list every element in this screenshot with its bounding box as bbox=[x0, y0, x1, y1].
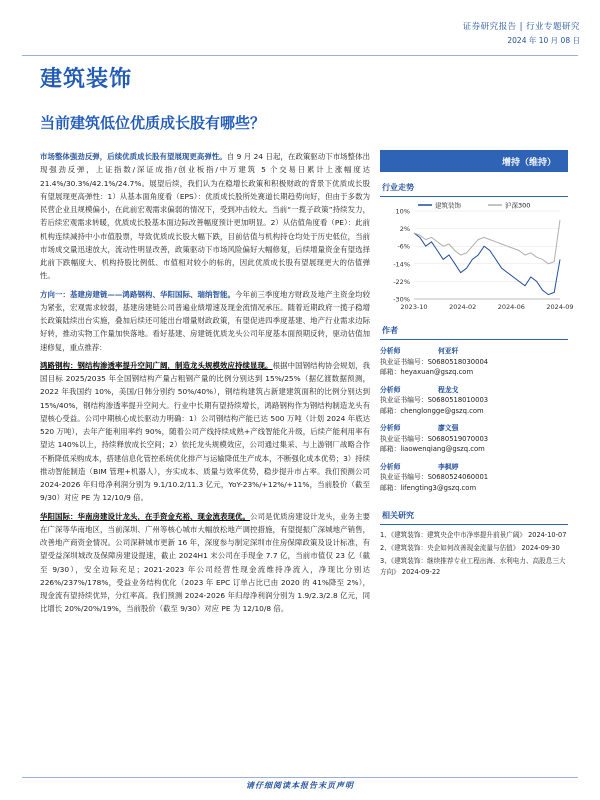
report-title: 当前建筑低位优质成长股有哪些？ bbox=[40, 114, 266, 132]
analyst-item bbox=[380, 423, 568, 455]
analyst-email[interactable]: lifengting3@gszq.com bbox=[400, 483, 477, 492]
paragraph-lead: 市场整体强劲反弹，后续优质成长股有望展现更高弹性。 bbox=[40, 152, 227, 161]
cert-label: 执业证书编号： bbox=[380, 434, 428, 443]
cert-label: 执业证书编号： bbox=[380, 396, 428, 404]
related-item[interactable] bbox=[380, 556, 568, 578]
paragraph-lead: 方向一：基建房建链——鸿路钢构、华阳国际、瑞纳智能。 bbox=[40, 289, 236, 299]
sidebar bbox=[380, 150, 574, 580]
email-label: 邮箱： bbox=[380, 368, 401, 376]
email-label: 邮箱： bbox=[380, 483, 401, 492]
x-tick-label: 2023-10 bbox=[400, 303, 428, 311]
paragraph-3 bbox=[40, 359, 370, 505]
paragraph-4 bbox=[40, 510, 370, 616]
related-section-title: 相关研究 bbox=[380, 500, 568, 525]
trend-chart-svg bbox=[380, 197, 574, 315]
related-date: 2024-10-07 bbox=[528, 531, 567, 539]
email-label: 邮箱： bbox=[380, 406, 401, 415]
related-title: 2、《建筑装饰：央企如何改善现金流量与估值》 bbox=[380, 544, 520, 552]
report-body bbox=[40, 150, 370, 621]
footer-disclaimer: 请仔细阅读本报告末页声明 bbox=[246, 781, 354, 790]
related-research-list bbox=[380, 530, 568, 578]
cert-label: 执业证书编号： bbox=[380, 473, 428, 481]
analyst-role: 分析师 bbox=[380, 385, 401, 394]
x-tick-label: 2024-06 bbox=[497, 303, 525, 311]
related-item[interactable] bbox=[380, 543, 568, 554]
y-tick-label: 2% bbox=[399, 225, 410, 234]
related-date: 2024-09-30 bbox=[521, 544, 560, 552]
y-tick-label: 10% bbox=[395, 207, 410, 216]
x-tick-label: 2024-02 bbox=[449, 303, 477, 311]
related-title: 3、《建筑装饰：继续推荐专业工程出海、水利电力、高股息三大方向》 bbox=[380, 557, 566, 576]
analyst-email[interactable]: heyaxuan@gszq.com bbox=[400, 368, 474, 376]
email-label: 邮箱： bbox=[380, 445, 401, 453]
analyst-name: 廖文强 bbox=[438, 424, 459, 432]
series-line-index bbox=[414, 220, 560, 264]
analyst-role: 分析师 bbox=[380, 424, 401, 432]
y-tick-label: -30% bbox=[393, 295, 410, 304]
paragraph-lead: 鸿路钢构：钢结构渗透率提升空间广阔，制造龙头规模效应持续显现。 bbox=[40, 360, 273, 370]
rating-badge: 增持（维持） bbox=[380, 150, 568, 172]
trend-section-title: 行业走势 bbox=[380, 172, 568, 197]
analysts-section-title: 作者 bbox=[380, 315, 568, 340]
analyst-email[interactable]: chenglongge@gszq.com bbox=[400, 406, 484, 415]
cert-number: S0680524060001 bbox=[427, 473, 489, 481]
y-tick-label: -6% bbox=[397, 242, 410, 251]
paragraph-2 bbox=[40, 288, 370, 354]
analyst-list bbox=[380, 346, 568, 493]
report-type-line: 证券研究报告 | 行业专题研究 bbox=[462, 22, 580, 32]
header-divider bbox=[22, 55, 578, 56]
analyst-item bbox=[380, 462, 568, 494]
paragraph-text: 自 9 月 24 日起，在政策驱动下市场整体出现强劲反弹，上证指数/深证成指/创业板指/中万建筑 5 个交易日累计上涨幅度达 21.4%/30.3%/42.1%/24.7%。展望后续，我们认为在稳增长政策和积极财政的背景下优质成长股有望展现更高弹性：1）从基本面角度看（EPS）：优质成长股所处赛道长期趋势向好，但由于多数为民营企业且规模偏小，在此前宏观需求偏弱的情况下，受到冲击较大。当前“一揽子政策”持续发力，若后续宏观需求转暖，优质成长股基本面边际改善幅度预计更加明显。2）从估值角度看（PE）：此前机构连续减持中小市值股票，导致优质成长股大幅下跌，目前估值与机构持仓均处于历史低位，当前市场成交量迅速放大，流动性明显改善，政策驱动下市场风险偏好大幅修复，后续增量资金有望选择此前下跌幅度大、机构持股比例低、市值相对较小的标的，因此优质成长股有望展现更大的估值弹性。 bbox=[40, 152, 370, 281]
page-footer bbox=[0, 773, 600, 792]
y-tick-label: -22% bbox=[393, 277, 410, 286]
related-date: 2024-09-22 bbox=[401, 568, 441, 576]
related-item[interactable] bbox=[380, 530, 568, 541]
paragraph-1 bbox=[40, 150, 370, 283]
doc-category: 行业专题研究 bbox=[525, 22, 580, 32]
legend-label: 沪深300 bbox=[505, 201, 531, 210]
industry-title: 建筑装饰 bbox=[40, 67, 133, 92]
analyst-name: 李枫婷 bbox=[438, 462, 459, 471]
x-tick-label: 2024-09 bbox=[546, 303, 574, 311]
related-title: 1、《建筑装饰：建筑央企中市净率提升前景广阔》 bbox=[380, 531, 526, 539]
paragraph-text: 根据中国钢结构协会规划，我国目标 2025/2035 年全国钢结构产量占粗钢产量的比例分别达到 15%/25%（据亿渡数据预测，2022 年我国约 10%，美国/日韩分别约 50%/40%），钢结构建筑占新建建筑面积的比例分别达到 15%/40%，钢结构渗透率提升空间大。行业中长期有望持续增长，鸿路钢构作为钢结构制造龙头有望核心受益。公司中期核心成长驱动力明确：1）公司钢结构产能已达 500 万吨（计划 2024 年底达 520 万吨），去年产能利用率约 90%，随着公司产线持续成熟+产线智能化升级，后续产能利用率有望达 140%以上，持续释放成长空间；2）依托龙头规模效应，公司通过集采、与上游钢厂战略合作不断降低采购成本，搭建信息化管控系统优化排产与运输降低生产成本，不断强化成本优势；3）持续推动智能制造（BIM 管理+机器人），夯实成本、质量与效率优势，稳步提升市占率。我们预测公司 2024-2026 年归母净利润分别为 9.1/10.2/11.3 亿元，YoY-23%/+12%/+11%，当前股价（截至 9/30）对应 PE 为 12/10/9 倍。 bbox=[40, 360, 370, 503]
analyst-item bbox=[380, 346, 568, 378]
cert-label: 执业证书编号： bbox=[380, 357, 428, 366]
report-header bbox=[463, 20, 580, 46]
doc-type: 证券研究报告 bbox=[462, 22, 517, 32]
analyst-email[interactable]: liaowenqiang@gszq.com bbox=[400, 445, 485, 453]
analyst-role: 分析师 bbox=[380, 462, 401, 471]
report-date: 2024 年 10 月 08 日 bbox=[507, 36, 580, 45]
analyst-name: 程龙戈 bbox=[438, 385, 459, 394]
y-tick-label: -14% bbox=[393, 260, 410, 269]
paragraph-text: 今年前三季度地方财政及地产主资金均较为紧张，宏观需求较弱，基建房建链公司普遍业绩增速及现金流情况承压。随着近期政府一揽子稳增长政策陆续出台实施，叠加后续还可能出台增量财政政策，有望促进四季度基建、地产行业需求边际好转，推动实物工作量加快落地。看好基建、房建链优质龙头公司年度基本面预期反转，驱动估值加速修复，重点推荐： bbox=[40, 289, 370, 352]
cert-number: S0680518030004 bbox=[427, 357, 489, 366]
paragraph-lead: 华阳国际：华南房建设计龙头，在手资金充裕、现金流表现优。 bbox=[40, 511, 251, 521]
analyst-name: 何亚轩 bbox=[438, 347, 459, 355]
cert-number: S0680519070003 bbox=[427, 434, 489, 443]
legend-label: 建筑装饰 bbox=[435, 201, 461, 210]
industry-trend-chart bbox=[380, 197, 574, 315]
cert-number: S0680518010003 bbox=[427, 396, 489, 404]
paragraph-text: 公司是优质房建设计龙头，业务主要在广深等华南地区，当前深圳、广州等核心城市大幅放松地产调控措施，有望提振广深城地产销售，改善地产商资金情况。公司深耕城市更新 16 年，深度参与制定深圳市住房保障政策及设计标准，有望受益深圳城改及保障房建设提速，截止 2024H1 末公司在手现金 7.7 亿，当前市值仅 23 亿（截至 9/30），安全边际充足；2021-2023 年公司经营性现金流维持净流入，净现比分别达 226%/237%/178%，受益业务结构优化（2023 年 EPC 订单占比已由 2020 的 41%降至 2%），现金流有望持续优异，分红率高。我们预测 2024-2026 年归母净利润分别为 1.9/2.3/2.8 亿元，同比增长 20%/20%/19%，当前股价（截至 9/30）对应 PE 为 12/10/8 倍。 bbox=[40, 511, 370, 614]
analyst-role: 分析师 bbox=[380, 347, 401, 355]
analyst-item bbox=[380, 385, 568, 417]
